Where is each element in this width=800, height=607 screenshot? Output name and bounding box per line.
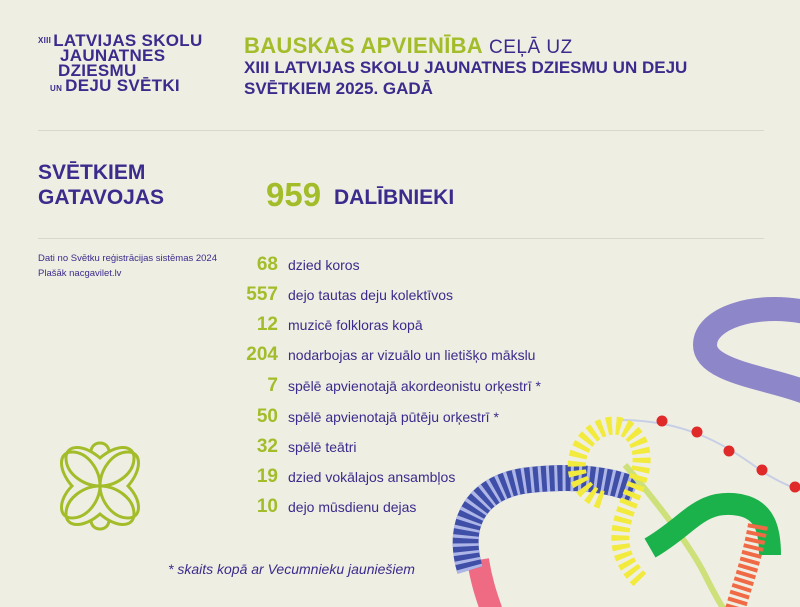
stat-value: 12 xyxy=(256,314,278,335)
stat-label: dzied vokālajos ansambļos xyxy=(288,469,456,485)
stat-value: 19 xyxy=(256,466,278,487)
stat-label: spēlē apvienotajā akordeonistu orķestrī * xyxy=(288,378,541,394)
stat-row xyxy=(232,406,499,436)
data-source-line1: Dati no Svētku reģistrācijas sistēmas 2024 xyxy=(38,253,217,264)
total-participants: 959 xyxy=(266,176,322,213)
header-subtitle: XIII LATVIJAS SKOLU JAUNATNES DZIESMU UN DEJU SVĒTKIEM 2025. GADĀ xyxy=(244,58,688,98)
stat-row xyxy=(232,314,423,344)
stat-label: nodarbojas ar vizuālo un lietišķo mākslu xyxy=(288,347,536,363)
total-participants-label: DALĪBNIEKI xyxy=(334,186,455,209)
header-title-text: BAUSKAS APVIENĪBA xyxy=(244,33,483,58)
knot-emblem-icon xyxy=(62,443,139,529)
header-title-suffix: CEĻĀ UZ xyxy=(488,37,573,58)
stat-value: 32 xyxy=(256,436,278,457)
stat-row xyxy=(232,344,535,374)
stat-label: dejo mūsdienu dejas xyxy=(288,499,417,515)
stat-row xyxy=(232,375,541,405)
logo-conj: UN xyxy=(50,84,63,93)
stat-row xyxy=(232,436,356,466)
stat-value: 68 xyxy=(256,254,278,275)
logo-numeral: XIII xyxy=(38,36,52,45)
footnote: * skaits kopā ar Vecumnieku jauniešiem xyxy=(168,561,415,577)
data-source-line2: Plašāk nacgavilet.lv xyxy=(38,268,122,279)
stat-label: spēlē apvienotajā pūtēju orķestrī * xyxy=(288,409,499,425)
summary-line1: SVĒTKIEM xyxy=(38,161,146,184)
stat-label: dzied koros xyxy=(288,257,360,273)
summary-line2: GATAVOJAS xyxy=(38,186,165,209)
logo-line1: LATVIJAS SKOLU xyxy=(53,31,203,50)
logo-line4: DEJU SVĒTKI xyxy=(65,76,180,95)
stat-value: 7 xyxy=(267,375,278,396)
stat-row xyxy=(232,284,453,314)
stat-value: 557 xyxy=(246,284,278,305)
stat-row xyxy=(232,466,455,496)
logo-line3: DZIESMU xyxy=(58,61,137,80)
stat-value: 10 xyxy=(256,496,278,517)
stat-row xyxy=(232,496,416,526)
logo-line2: JAUNATNES xyxy=(60,46,166,65)
stat-value: 204 xyxy=(246,344,278,365)
stat-value: 50 xyxy=(256,406,278,427)
stat-row xyxy=(232,254,360,284)
stat-label: dejo tautas deju kolektīvos xyxy=(288,287,453,303)
stat-label: muzicē folkloras kopā xyxy=(288,317,423,333)
stat-label: spēlē teātri xyxy=(288,439,357,455)
